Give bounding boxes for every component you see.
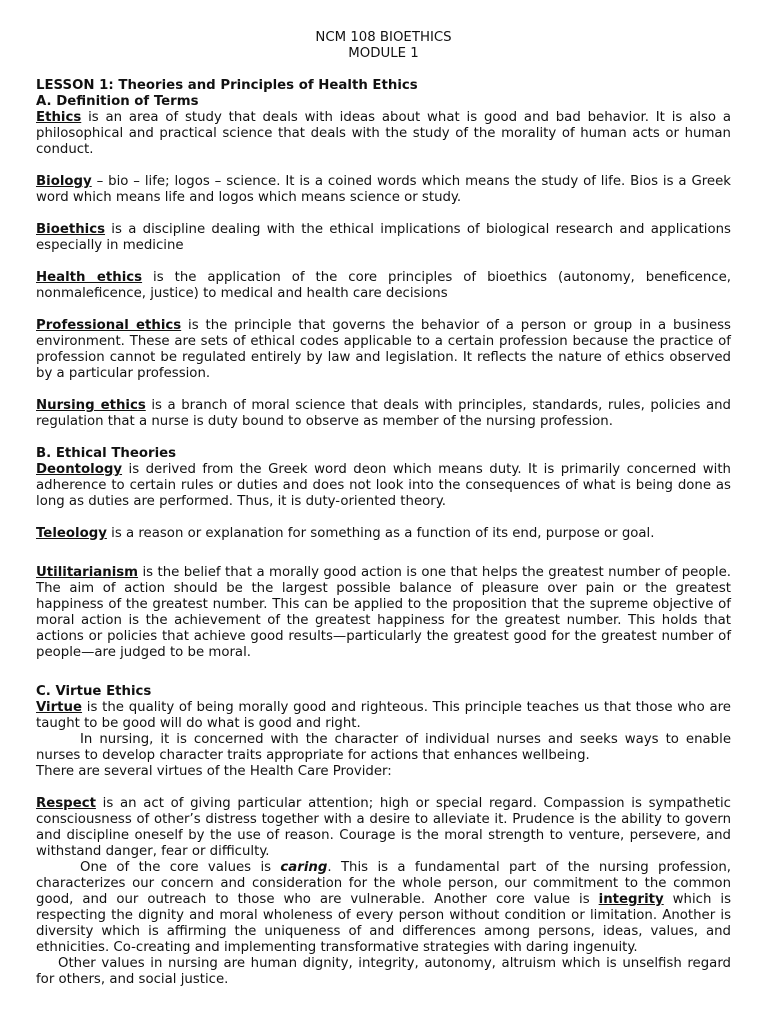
def-health-ethics bbox=[36, 270, 731, 302]
def-bioethics-text: is a discipline dealing with the ethical implications of biological research and applications especially in medicine bbox=[36, 222, 731, 253]
term-virtue: Virtue bbox=[36, 700, 83, 715]
def-bioethics bbox=[36, 222, 731, 254]
other-values-paragraph: Other values in nursing are human dignity, integrity, autonomy, altruism which is unselfish regard for others, and social justice. bbox=[36, 956, 731, 987]
def-virtue bbox=[36, 700, 731, 732]
term-nursing-ethics: Nursing ethics bbox=[36, 398, 146, 413]
def-teleology bbox=[36, 526, 731, 542]
def-ethics-text: is an area of study that deals with ideas about what is good and bad behavior. It is also a philosophical and practical science that deals with the study of the morality of human acts or human conduct. bbox=[36, 110, 731, 157]
core-values-part1: One of the core values is bbox=[80, 860, 281, 875]
def-utilitarianism-text: is the belief that a morally good action is one that helps the greatest number of people. The aim of action should be the largest possible balance of pleasure over pain or the greatest happiness of the greatest number. This can be applied to the proposition that the supreme objective of moral action is the achievement of the greatest happiness for the greatest number. This holds that actions or policies that achieve good results—particularly the greatest good for the greatest number of people—are judged to be moral. bbox=[36, 565, 731, 660]
course-title: NCM 108 BIOETHICS bbox=[315, 30, 452, 45]
term-biology: Biology bbox=[36, 174, 92, 189]
def-professional-ethics-text: is the principle that governs the behavior of a person or group in a business environment. These are sets of ethical codes applicable to a certain profession because the practice of profession cannot be regulated entirely by law and legislation. It reflects the nature of ethics observed by a particular profession. bbox=[36, 318, 731, 381]
def-respect bbox=[36, 796, 731, 860]
def-virtue-text: is the quality of being morally good and righteous. This principle teaches us that those who are taught to be good will do what is good and right. bbox=[36, 700, 731, 731]
def-nursing-ethics bbox=[36, 398, 731, 430]
section-c-title: C. Virtue Ethics bbox=[36, 684, 152, 699]
term-professional-ethics: Professional ethics bbox=[36, 318, 182, 333]
nursing-paragraph: In nursing, it is concerned with the character of individual nurses and seeks ways to enable nurses to develop character traits appropriate for actions that enhances wellbeing. bbox=[36, 732, 731, 763]
def-respect-text: is an act of giving particular attention; high or special regard. Compassion is sympathetic consciousness of other’s distress together with a desire to alleviate it. Prudence is the ability to govern and discipline oneself by the use of reason. Courage is the moral strength to venture, persevere, and withstand danger, fear or difficulty. bbox=[36, 796, 731, 859]
def-teleology-text: is a reason or explanation for something as a function of its end, purpose or goal. bbox=[106, 526, 655, 541]
def-biology bbox=[36, 174, 731, 206]
module-title: MODULE 1 bbox=[348, 46, 419, 61]
term-deontology: Deontology bbox=[36, 462, 123, 477]
term-ethics: Ethics bbox=[36, 110, 82, 125]
lesson-title: LESSON 1: Theories and Principles of Health Ethics bbox=[36, 78, 418, 93]
term-respect: Respect bbox=[36, 796, 96, 811]
core-values-paragraph bbox=[36, 860, 731, 956]
def-nursing-ethics-text: is a branch of moral science that deals with principles, standards, rules, policies and regulation that a nurse is duty bound to observe as member of the nursing profession. bbox=[36, 398, 731, 429]
core-values-part2: . This is a fundamental part of the nursing profession, characterizes our concern and consideration for the whole person, our commitment to the common good, and our outreach to those who are vulnerable. Another core value is bbox=[36, 860, 731, 907]
def-health-ethics-text: is the application of the core principles of bioethics (autonomy, beneficence, nonmaleficence, justice) to medical and health care decisions bbox=[36, 270, 731, 301]
term-teleology: Teleology bbox=[36, 526, 107, 541]
def-deontology bbox=[36, 462, 731, 510]
several-virtues-line: There are several virtues of the Health Care Provider: bbox=[36, 764, 392, 779]
caring-word: caring bbox=[280, 860, 328, 875]
term-utilitarianism: Utilitarianism bbox=[36, 565, 139, 580]
def-utilitarianism bbox=[36, 565, 731, 661]
section-a-title: A. Definition of Terms bbox=[36, 94, 199, 109]
core-values-part3: which is respecting the dignity and moral wholeness of every person without condition or limitation. Another is diversity which is affirming the uniqueness of and differences among persons, ideas, values, and ethnicities. Co-creating and implementing transformative strategies with daring ingenuity. bbox=[36, 892, 731, 955]
section-b-title: B. Ethical Theories bbox=[36, 446, 177, 461]
def-biology-text: – bio – life; logos – science. It is a coined words which means the study of life. Bios is a Greek word which means life and logos which means science or study. bbox=[36, 174, 731, 205]
term-bioethics: Bioethics bbox=[36, 222, 106, 237]
integrity-word: integrity bbox=[598, 892, 664, 907]
def-professional-ethics bbox=[36, 318, 731, 382]
def-deontology-text: is derived from the Greek word deon which means duty. It is primarily concerned with adherence to certain rules or duties and does not look into the consequences of what is being done as long as duties are performed. Thus, it is duty-oriented theory. bbox=[36, 462, 731, 509]
term-health-ethics: Health ethics bbox=[36, 270, 143, 285]
document-page bbox=[36, 30, 731, 988]
def-ethics bbox=[36, 110, 731, 158]
